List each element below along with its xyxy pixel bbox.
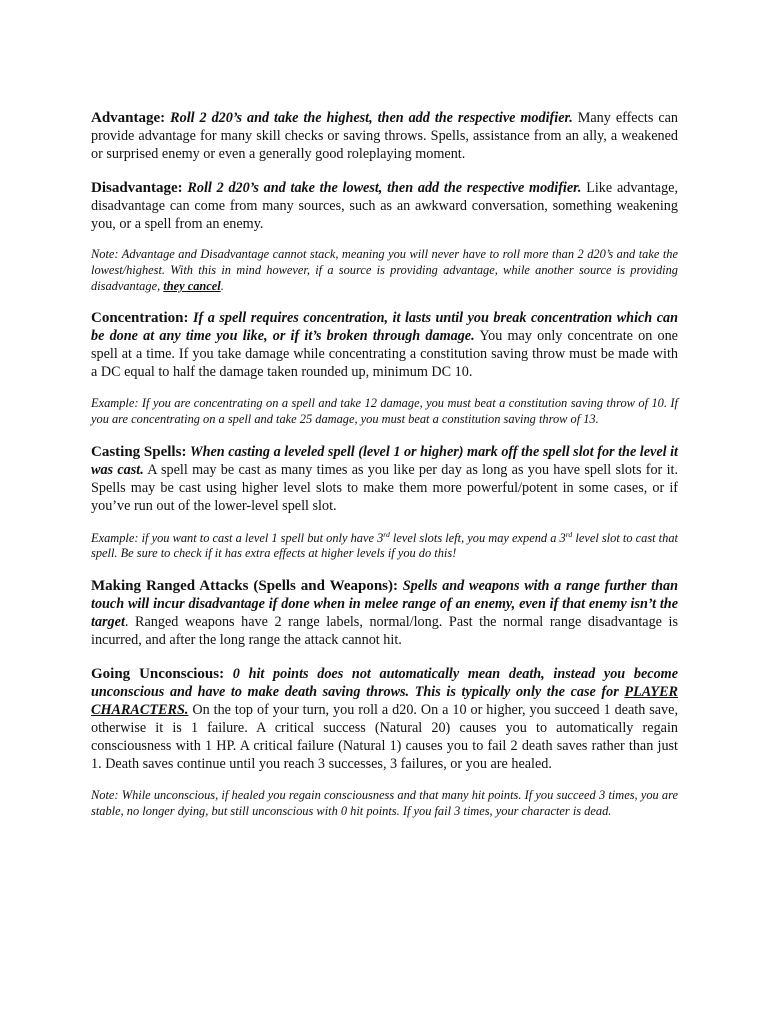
advantage-text: Many effects can provide advantage for many skill checks or saving throws. Spells, assistance from an ally, a weakened or surprised enemy or even a generally good roleplaying moment. — [91, 110, 679, 162]
casting-rule: When casting a leveled spell (level 1 or higher) mark off the spell slot for the level it was cast. — [91, 443, 679, 478]
casting-paragraph — [91, 443, 678, 515]
unconscious-heading: Going Unconscious: — [91, 666, 225, 683]
unconscious-text: On the top of your turn, you roll a d20. On a 10 or higher, you succeed 1 death save, otherwise it is 1 failure. A critical success (Natural 20) causes you to automatically regain consciousness with 1 HP. A critical failure (Natural 1) causes you to fail 2 death saves rather than just 1. Death saves continue until you reach 3 successes, 3 failures, or you are healed. — [91, 702, 678, 773]
advantage-paragraph — [91, 109, 678, 163]
casting-heading: Casting Spells: — [91, 443, 187, 460]
concentration-paragraph — [91, 309, 678, 381]
concentration-heading: Concentration: — [91, 309, 189, 326]
unconscious-note-text: Note: While unconscious, if healed you regain consciousness and that many hit points. If you succeed 3 times, you are stable, no longer dying, but still unconscious with 0 hit points. If you fail 3 times, your character is dead. — [91, 788, 678, 819]
concentration-example — [91, 396, 678, 428]
stacking-note — [91, 247, 678, 295]
casting-example-part1: Example: if you want to cast a level 1 spell but only have 3 — [91, 530, 384, 545]
casting-example-part2: level slots left, you may expend a 3 — [392, 530, 566, 545]
concentration-example-text: Example: If you are concentrating on a spell and take 12 damage, you must beat a constitution saving throw of 10. If you are concentrating on a spell and take 25 damage, you must beat a constitution saving throw of 13. — [91, 395, 678, 426]
disadvantage-text: Like advantage, disadvantage can come from many sources, such as an awkward conversation, something weakening you, or a spell from an enemy. — [91, 180, 679, 232]
unconscious-paragraph — [91, 665, 678, 773]
disadvantage-rule: Roll 2 d20’s and take the lowest, then add the respective modifier. — [187, 180, 582, 196]
unconscious-emphasis: PLAYER CHARACTERS. — [91, 684, 679, 719]
unconscious-rule: 0 hit points does not automatically mean death, instead you become unconscious and have to make death saving throws. This is typically only the case for — [91, 666, 678, 701]
stacking-note-emphasis: they cancel — [163, 278, 221, 293]
ranged-text: . Ranged weapons have 2 range labels, normal/long. Past the normal range disadvantage is incurred, and after the long range the attack cannot hit. — [91, 614, 678, 649]
document-body — [91, 109, 678, 820]
unconscious-note — [91, 788, 678, 820]
casting-example — [91, 531, 678, 563]
ranged-paragraph — [91, 577, 678, 649]
advantage-heading: Advantage: — [91, 110, 166, 126]
concentration-text: You may only concentrate on one spell at a time. If you take damage while concentrating a constitution saving throw must be made with a DC equal to half the damage taken rounded up, minimum DC 10. — [91, 327, 678, 380]
casting-text: A spell may be cast as many times as you like per day as long as you have spell slots for it. Spells may be cast using higher level slots to make them more powerful/potent in some cases, or if you’ve run out of the lower-level spell slot. — [91, 461, 678, 514]
casting-example-part3: level slot to cast that spell. Be sure to check if it has extra effects at higher levels if you do this! — [91, 530, 678, 561]
concentration-rule: If a spell requires concentration, it lasts until you break concentration which can be done at any time you like, or if it’s broken through damage. — [91, 309, 678, 344]
casting-example-sup1: rd — [383, 529, 390, 539]
stacking-note-text: Note: Advantage and Disadvantage cannot stack, meaning you will never have to roll more than 2 d20’s and take the lowest/highest. With this in mind however, if a source is providing advantage, while another source is providing disadvantage, — [91, 247, 678, 293]
casting-example-sup2: rd — [565, 529, 573, 539]
advantage-rule: Roll 2 d20’s and take the highest, then add the respective modifier. — [170, 110, 573, 126]
disadvantage-paragraph — [91, 179, 678, 233]
disadvantage-heading: Disadvantage: — [91, 180, 183, 196]
ranged-rule: Spells and weapons with a range further than touch will incur disadvantage if done when in melee range of an enemy, even if that enemy isn’t the target — [91, 578, 679, 631]
ranged-heading: Making Ranged Attacks (Spells and Weapons): — [91, 578, 399, 595]
stacking-note-end: . — [220, 278, 224, 293]
